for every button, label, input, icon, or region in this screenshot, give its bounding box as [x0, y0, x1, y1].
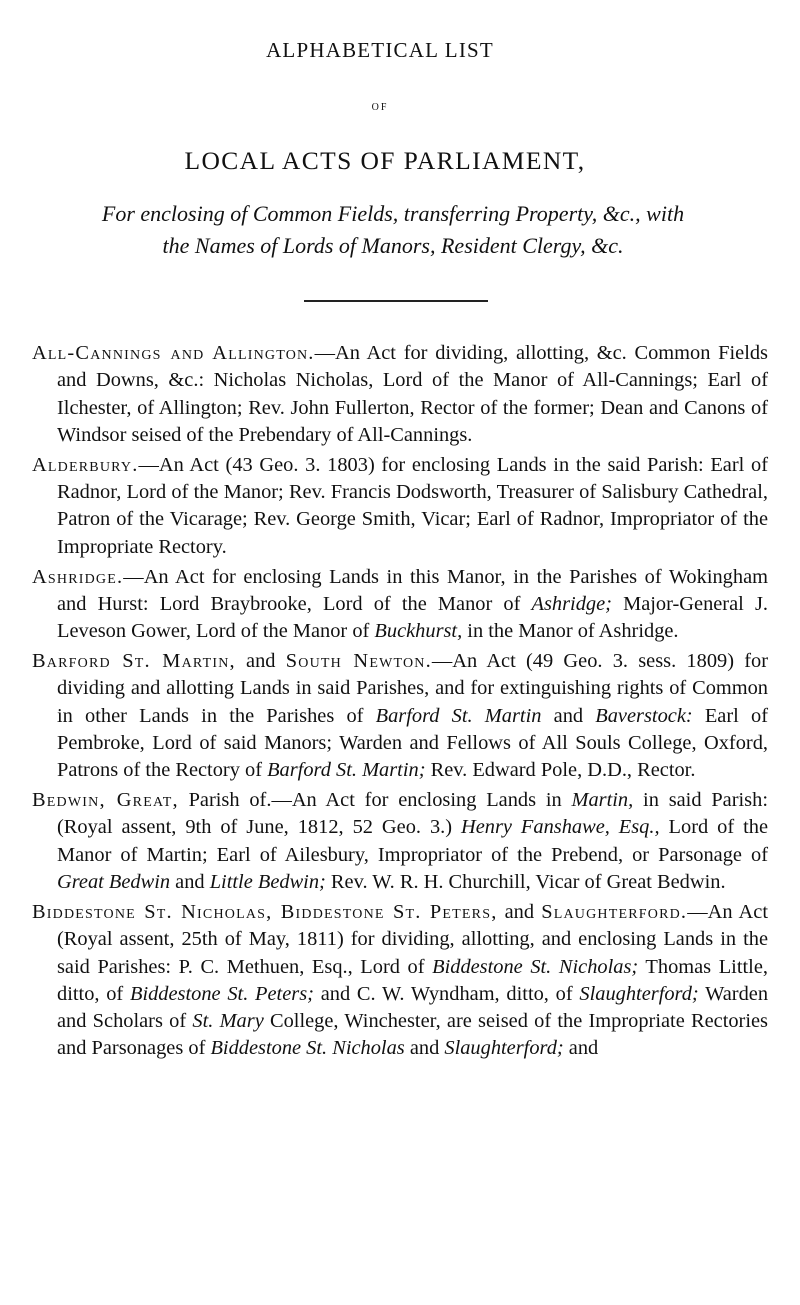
entry-italic-text: Slaughterford;: [444, 1037, 564, 1060]
entry-heading: All-Cannings and Allington.: [32, 342, 315, 364]
entry-text: and: [235, 650, 286, 673]
entry-italic-text: Martin,: [571, 789, 634, 812]
entry-italic-text: Biddestone St. Peters;: [129, 982, 314, 1005]
entry-all-cannings: [32, 340, 768, 449]
entry-italic-text: Henry Fanshawe, Esq.,: [461, 816, 660, 839]
entry-text: Thomas Little, ditto, of: [57, 955, 768, 1005]
entry-text: —An Act (43 Geo. 3. 1803) for enclosing Lands in the said Parish: Earl of Radnor, Lord of the Manor; Rev. Francis Dodsworth, Treasurer of Salisbury Cathedral, Patron of the Vicarage; Rev. George Smith, Vicar; Earl of Radnor, Impropriator of the Impropriate Rectory.: [57, 453, 768, 558]
divider-rule: [304, 300, 488, 302]
entry-text: and: [541, 704, 596, 727]
entry-italic-text: St. Mary: [192, 1010, 264, 1033]
entry-text: and: [404, 1037, 445, 1060]
page-subtitle: [18, 198, 768, 262]
entry-heading: Barford St. Martin,: [32, 650, 236, 673]
entry-text: —An Act (Royal assent, 25th of May, 1811) for dividing, allotting, and enclosing Lands in the said Parishes: P. C. Methuen, Esq., Lord of: [57, 900, 768, 978]
entry-heading: Biddestone St. Nicholas, Biddestone St. Peters,: [32, 900, 498, 923]
entry-italic-text: Buckhurst,: [374, 620, 463, 643]
entry-italic-text: Barford St. Martin: [375, 704, 542, 727]
entry-text: and: [563, 1037, 599, 1060]
entry-text: and: [170, 871, 210, 894]
entry-text: Major-General J. Leveson Gower, Lord of the Manor of: [57, 592, 768, 643]
entry-text: Earl of Pembroke, Lord of said Manors; Warden and Fellows of All Souls College, Oxford, Patrons of the Rectory of: [57, 704, 768, 782]
entry-italic-text: Biddestone St. Nicholas;: [432, 955, 639, 978]
subtitle-line-2: the Names of Lords of Manors, Resident Clergy, &c.: [162, 233, 624, 258]
subtitle-line-1: For enclosing of Common Fields, transferring Property, &c., with: [101, 201, 685, 226]
entry-heading: South Newton.: [285, 650, 432, 673]
entry-heading: Alderbury.: [32, 453, 139, 476]
entry-text: —An Act for dividing, allotting, &c. Common Fields and Downs, &c.: Nicholas Nicholas, Lord of the Manor of All-Cannings; Earl of Ilchester, of Allington; Rev. John Fullerton, Rector of the former; Dean and Canons of Windsor seised of the Prebendary of All-Cannings.: [57, 342, 768, 446]
entry-italic-text: Great Bedwin: [57, 871, 171, 894]
page-main-title: LOCAL ACTS OF PARLIAMENT,: [184, 146, 586, 175]
entry-text: Lord of the Manor of Martin; Earl of Ailesbury, Impropriator of the Prebend, or Parsonage of: [57, 816, 768, 866]
entry-text: —An Act (49 Geo. 3. sess. 1809) for dividing and allotting Lands in said Parishes, and for extinguishing rights of Common in other Lands in the Parishes of: [57, 650, 769, 727]
entry-italic-text: Ashridge;: [531, 592, 612, 615]
entry-text: Parish of.—An Act for enclosing Lands in: [178, 789, 572, 812]
entry-text: in said Parish: (Royal assent, 9th of June, 1812, 52 Geo. 3.): [57, 789, 768, 839]
entry-text: in the Manor of Ashridge.: [462, 620, 679, 643]
entry-text: —An Act for enclosing Lands in this Manor, in the Parishes of Wokingham and Hurst: Lord Braybrooke, Lord of the Manor of: [57, 565, 768, 615]
entry-barford-st-martin: [32, 648, 768, 784]
entry-italic-text: Barford St. Martin;: [267, 759, 426, 782]
entry-text: and: [497, 900, 542, 923]
entry-text: and C. W. Wyndham, ditto, of: [313, 982, 580, 1005]
entry-italic-text: Biddestone St. Nicholas: [210, 1037, 405, 1060]
entry-list: [32, 340, 768, 1065]
entry-italic-text: Little Bedwin;: [209, 871, 326, 894]
page-title: ALPHABETICAL LIST: [266, 38, 494, 62]
title-connector: OF: [371, 102, 389, 113]
entry-ashridge: [32, 564, 768, 646]
entry-bedwin-great: [32, 787, 768, 896]
entry-italic-text: Slaughterford;: [579, 982, 699, 1005]
entry-alderbury: [32, 452, 768, 561]
entry-biddestone: [32, 899, 768, 1063]
entry-text: Rev. W. R. H. Churchill, Vicar of Great Bedwin.: [325, 871, 726, 894]
entry-text: College, Winchester, are seised of the Impropriate Rectories and Parsonages of: [57, 1010, 768, 1060]
entry-text: Warden and Scholars of: [57, 982, 769, 1033]
entry-heading: Ashridge.: [32, 565, 124, 588]
entry-italic-text: Baverstock:: [595, 704, 693, 727]
entry-heading: Bedwin, Great,: [32, 789, 179, 812]
entry-text: Rev. Edward Pole, D.D., Rector.: [425, 759, 696, 782]
entry-heading: Slaughterford.: [541, 900, 688, 923]
